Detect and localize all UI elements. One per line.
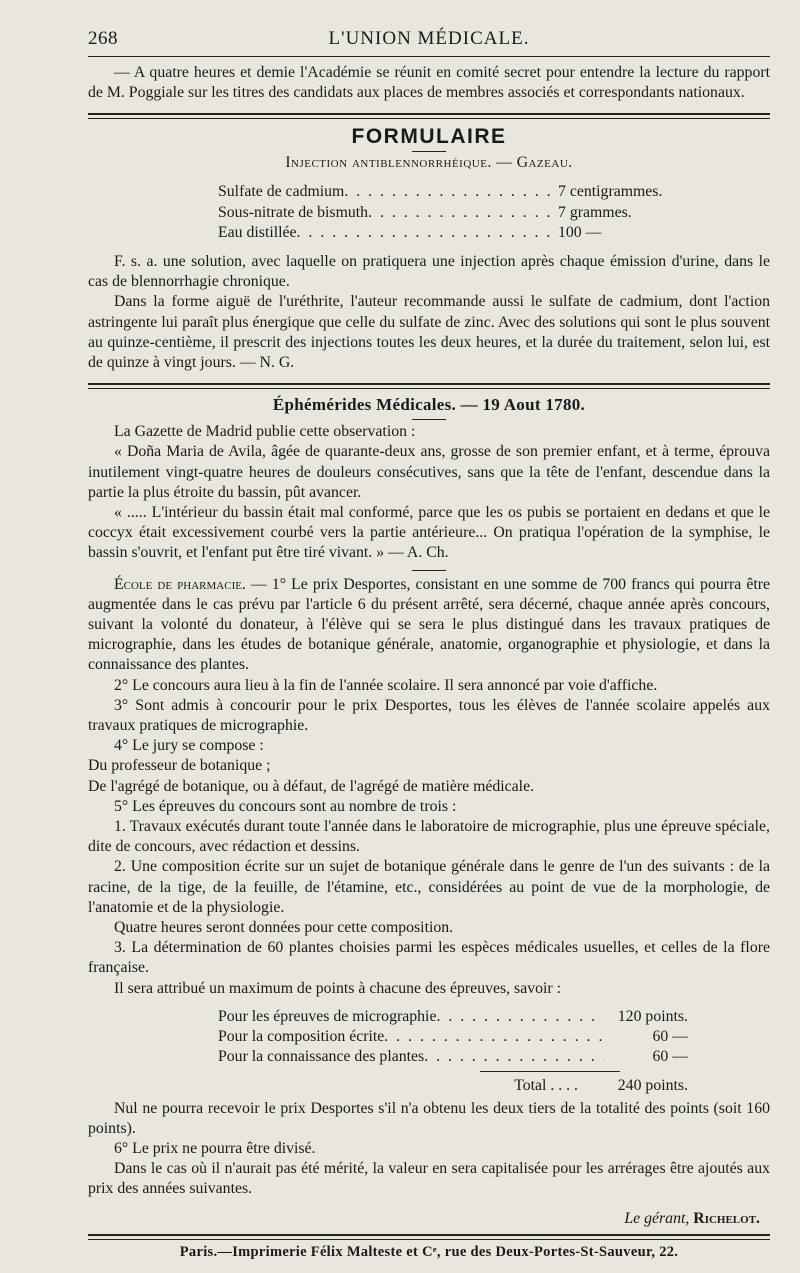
footer-rule	[88, 1234, 770, 1240]
ecole-paragraph: 2° Le concours aura lieu à la fin de l'année scolaire. Il sera annoncé par voie d'affiche.	[114, 676, 658, 694]
points-row	[218, 1047, 688, 1067]
page-number: 268	[88, 28, 118, 49]
intro-paragraph: — A quatre heures et demie l'Académie se réunit en comité secret pour entendre la lecture du rapport de M. Poggiale sur les titres des candidats aux places de membres associés et correspondants nationaux.	[88, 64, 770, 102]
section-divider	[88, 113, 770, 119]
printer-imprint: Paris.—Imprimerie Félix Malteste et Cᵉ, rue des Deux-Portes-St-Sauveur, 22.	[179, 1243, 679, 1260]
section-separator	[412, 570, 446, 571]
total-label: Total . . . .	[514, 1077, 578, 1095]
ecole-paragraph: Il sera attribué un maximum de points à chacune des épreuves, savoir :	[114, 979, 561, 997]
ecole-paragraph: Dans le cas où il n'aurait pas été mérité, la valeur en sera capitalisée pour les arrérages être ajoutés aux prix des années suivantes.	[88, 1160, 770, 1198]
title-underline	[412, 151, 446, 152]
points-table	[218, 1007, 688, 1068]
ephemerides-intro: La Gazette de Madrid publie cette observation :	[114, 423, 416, 441]
leader-dots	[384, 1027, 604, 1047]
points-total	[218, 1076, 688, 1096]
journal-title: L'UNION MÉDICALE.	[328, 28, 530, 49]
ecole-paragraph: 1. Travaux exécutés durant toute l'année dans le laboratoire de micrographie, plus une épreuve spéciale, dite de concours, avec rédaction et dessins.	[88, 817, 770, 856]
section-divider	[88, 383, 770, 389]
ephemerides-quote: « Doña Maria de Avila, âgée de quarante-deux ans, grosse de son premier enfant, et à terme, éprouva inutilement vingt-quatre heures de douleurs consécutives, sans que la tête de l'enfant, descendue dans la partie la plus étroite du bassin, pût avancer.	[88, 443, 770, 501]
signature-prefix: Le gérant,	[624, 1209, 690, 1227]
leader-dots	[344, 182, 552, 203]
recipe-ingredient: Sous-nitrate de bismuth	[218, 203, 369, 221]
ecole-paragraph: 2. Une composition écrite sur un sujet de botanique générale dans le genre de l'un des suivants : de la racine, de la tige, de la feuille, de l'étamine, etc., considérées au point de vue de la morphologie, de l'anatomie et de la physiologie.	[88, 858, 770, 916]
ecole-paragraph: Nul ne pourra recevoir le prix Desportes s'il n'a obtenu les deux tiers de la totalité des points (soit 160 points).	[88, 1099, 770, 1137]
ephemerides-title: Éphémérides Médicales. — 19 Aout 1780.	[272, 395, 586, 415]
signature-name: Richelot.	[693, 1209, 760, 1227]
points-row	[218, 1027, 688, 1047]
ecole-paragraph: 3° Sont admis à concourir pour le prix Desportes, tous les élèves de l'année scolaire appelés aux travaux pratiques de micrographie.	[88, 696, 770, 734]
ephemerides-quote: « ..... L'intérieur du bassin était mal conformé, parce que les os pubis se portaient en dedans et que le coccyx était excessivement courbé vers la partie antérieure... On pratiqua l'opération de la symphise, le bassin s'ouvrit, et l'enfant put être tiré vivant. » — A. Ch.	[88, 503, 770, 562]
recipe-row	[218, 203, 678, 224]
points-value: 120 points.	[617, 1007, 688, 1025]
points-value: 60 —	[652, 1048, 688, 1066]
ecole-paragraph: Quatre heures seront données pour cette composition.	[114, 919, 454, 936]
points-value: 60 —	[652, 1028, 688, 1046]
leader-dots	[368, 203, 552, 224]
ecole-paragraph: 5° Les épreuves du concours sont au nombre de trois :	[114, 797, 457, 815]
ecole-paragraph: 4° Le jury se compose :	[114, 737, 264, 755]
formulaire-paragraph: Dans la forme aiguë de l'uréthrite, l'auteur recommande aussi le sulfate de cadmium, dont l'action astringente lui paraît plus énergique que celle du sulfate de zinc. Avec des solutions qui sont le plus souvent au quinze-centième, il prescrit des injections toutes les deux heures, et la durée du traitement, selon lui, est de quinze à vingt jours. — N. G.	[88, 293, 770, 371]
ecole-paragraph: 6° Le prix ne pourra être divisé.	[114, 1140, 316, 1158]
formulaire-paragraph: F. s. a. une solution, avec laquelle on pratiquera une injection après chaque émission d'urine, dans le cas de blennorrhagie chronique.	[88, 252, 770, 291]
recipe-ingredient: Eau distillée	[218, 224, 297, 242]
points-label: Pour les épreuves de micrographie	[218, 1007, 437, 1025]
recipe-ingredient: Sulfate de cadmium	[218, 183, 345, 201]
points-label: Pour la connaissance des plantes	[218, 1048, 425, 1066]
ecole-paragraph	[88, 575, 770, 676]
running-head	[88, 22, 770, 58]
leader-dots	[436, 1007, 604, 1027]
leader-dots	[297, 223, 552, 244]
total-rule	[480, 1071, 620, 1072]
ecole-paragraph: De l'agrégé de botanique, ou à défaut, de l'agrégé de matière médicale.	[88, 777, 535, 795]
recipe-quantity: 7 centigrammes.	[558, 183, 663, 201]
leader-dots	[424, 1047, 604, 1067]
ecole-paragraph: Du professeur de botanique ;	[88, 757, 271, 775]
points-label: Pour la composition écrite	[218, 1028, 385, 1046]
points-row	[218, 1007, 688, 1027]
formulaire-subheading: Injection antiblennorrhéique. — Gazeau.	[285, 154, 573, 172]
total-value: 240 points.	[617, 1077, 688, 1095]
ecole-text: — 1° Le prix Desportes, consistant en une somme de 700 francs qui pourra être augmentée dans le cas prévu par l'article 6 du présent arrêté, sera décerné, chaque année après concours, suivant la volonté du donateur, à l'élève qui se sera le plus distingué dans les travaux pratiques de micrographie, dans les études de botanique générale, anatomie, organographie et physiologie, et dans la connaissance des plantes.	[88, 575, 770, 674]
recipe-row	[218, 182, 678, 203]
signature	[88, 1210, 760, 1228]
recipe-list	[218, 182, 678, 244]
recipe-quantity: 7 grammes.	[558, 203, 632, 221]
title-underline	[412, 419, 446, 420]
recipe-row	[218, 223, 678, 244]
ecole-heading: École de pharmacie.	[114, 575, 246, 593]
ecole-paragraph: 3. La détermination de 60 plantes choisies parmi les espèces médicales usuelles, et celles de la flore française.	[88, 939, 770, 977]
recipe-quantity: 100 —	[558, 224, 602, 242]
formulaire-title: FORMULAIRE	[351, 125, 507, 149]
